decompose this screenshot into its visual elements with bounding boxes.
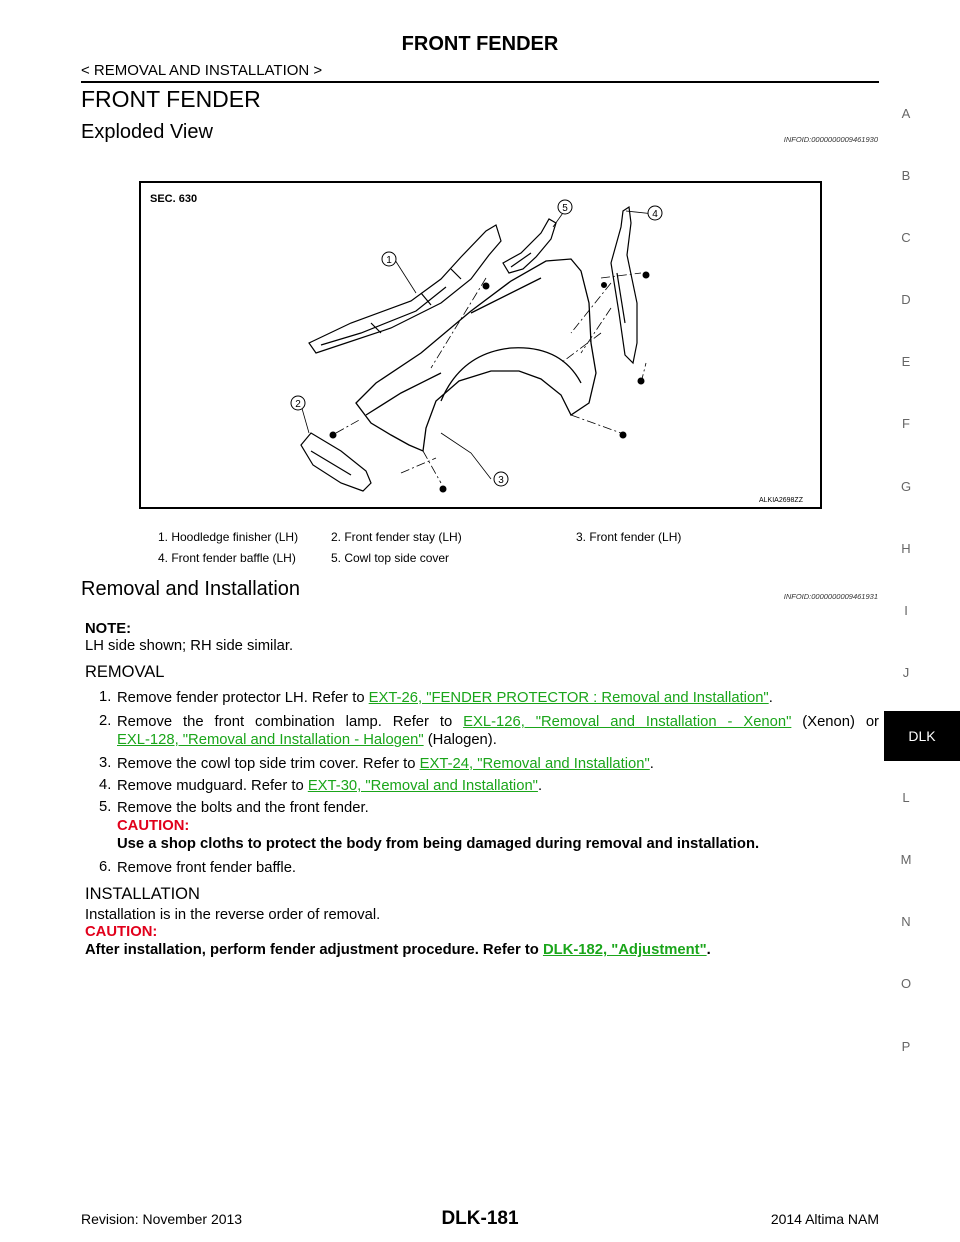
step-4-link[interactable]: EXT-30, "Removal and Installation" — [307, 778, 538, 794]
footer-page-number: DLK-181 — [441, 1208, 519, 1229]
step-2-number: 2. — [99, 713, 112, 729]
legend-item-1: 1. Hoodledge finisher (LH) — [158, 530, 299, 544]
installation-text: Installation is in the reverse order of removal. — [85, 907, 381, 923]
front-fender-stay-part — [301, 433, 371, 491]
side-index-c[interactable]: C — [901, 230, 911, 245]
step-6-number: 6. — [99, 859, 112, 875]
fender-exploded-diagram — [141, 183, 820, 507]
figure-code: ALKIA2698ZZ — [759, 497, 803, 504]
hoodledge-finisher-part — [309, 225, 501, 353]
adjustment-link[interactable]: DLK-182, "Adjustment" — [542, 942, 707, 958]
step-1-link[interactable]: EXT-26, "FENDER PROTECTOR : Removal and Installation" — [368, 690, 769, 706]
legend-item-2: 2. Front fender stay (LH) — [331, 530, 462, 544]
exploded-view-infoid: INFOID:0000000009461930 — [783, 135, 878, 144]
step-4-text — [117, 777, 542, 795]
step-4-pre: Remove mudguard. Refer to — [117, 778, 308, 794]
step-1-text — [117, 689, 773, 707]
step-1-number: 1. — [99, 689, 112, 705]
side-index-h[interactable]: H — [901, 541, 911, 556]
front-fender-baffle-part — [611, 207, 637, 363]
callout-2 — [291, 396, 305, 410]
side-index-m[interactable]: M — [900, 852, 912, 867]
removal-heading: REMOVAL — [85, 663, 165, 681]
leader-lines — [301, 210, 654, 479]
side-index-e[interactable]: E — [901, 354, 911, 369]
step-4-post: . — [537, 778, 543, 794]
removal-installation-infoid: INFOID:0000000009461931 — [783, 592, 878, 601]
side-index-l[interactable]: L — [902, 790, 910, 805]
side-index-f[interactable]: F — [902, 416, 910, 431]
step-2-text — [117, 713, 879, 731]
callout-4-label: 4 — [652, 209, 658, 220]
sec-label: SEC. 630 — [150, 193, 198, 205]
step-3-number: 3. — [99, 755, 112, 771]
legend-item-5: 5. Cowl top side cover — [331, 551, 450, 565]
step-3-link[interactable]: EXT-24, "Removal and Installation" — [419, 756, 650, 772]
installation-caution-post: . — [706, 942, 711, 958]
page-title: FRONT FENDER — [81, 86, 261, 112]
step-5-caution-label: CAUTION: — [117, 818, 190, 834]
side-index-j[interactable]: J — [902, 665, 910, 680]
step-2-link-halogen[interactable]: EXL-128, "Removal and Installation - Halogen" — [117, 732, 424, 748]
step-3-pre: Remove the cowl top side trim cover. Refer to — [117, 756, 420, 772]
installation-caution-label: CAUTION: — [85, 924, 158, 940]
step-1-pre: Remove fender protector LH. Refer to — [117, 690, 369, 706]
side-index-i[interactable]: I — [904, 603, 908, 618]
callout-2-label: 2 — [295, 399, 301, 410]
callout-3 — [494, 472, 508, 486]
side-index-o[interactable]: O — [900, 976, 912, 991]
step-4-number: 4. — [99, 777, 112, 793]
side-tab-label: DLK — [908, 728, 936, 744]
installation-caution-pre: After installation, perform fender adjustment procedure. Refer to — [85, 942, 543, 958]
step-5-number: 5. — [99, 799, 112, 815]
installation-heading: INSTALLATION — [85, 885, 200, 903]
step-3-post: . — [649, 756, 654, 772]
removal-installation-heading: Removal and Installation — [81, 578, 301, 600]
side-index-b[interactable]: B — [901, 168, 911, 183]
step-2-pre: Remove the front combination lamp. Refer to — [117, 714, 464, 730]
step-6-text: Remove front fender baffle. — [117, 860, 297, 876]
callout-4 — [648, 206, 662, 220]
footer-revision: Revision: November 2013 — [81, 1211, 243, 1227]
exploded-view-figure — [139, 181, 822, 509]
front-fender-part — [356, 259, 596, 451]
side-index-n[interactable]: N — [901, 914, 911, 929]
note-label: NOTE: — [85, 621, 132, 637]
step-2-link-xenon[interactable]: EXL-126, "Removal and Installation - Xenon" — [463, 714, 792, 730]
callout-5 — [558, 200, 572, 214]
footer-model: 2014 Altima NAM — [770, 1211, 879, 1227]
callout-5-label: 5 — [562, 203, 568, 214]
exploded-view-heading: Exploded View — [81, 121, 213, 143]
cowl-top-side-cover-part — [503, 219, 556, 273]
callout-3-label: 3 — [498, 475, 504, 486]
step-2-text-line2 — [117, 731, 497, 749]
callout-1-label: 1 — [386, 255, 392, 266]
legend-item-4: 4. Front fender baffle (LH) — [158, 551, 296, 565]
step-5-caution-text: Use a shop cloths to protect the body from being damaged during removal and installation. — [117, 836, 760, 852]
installation-caution-text — [85, 941, 711, 959]
header-rule — [81, 81, 879, 83]
callout-1 — [382, 252, 396, 266]
running-header-title: FRONT FENDER — [401, 33, 559, 55]
side-index-d[interactable]: D — [901, 292, 911, 307]
step-1-post: . — [768, 690, 773, 706]
step-5-text: Remove the bolts and the front fender. — [117, 800, 369, 816]
note-text: LH side shown; RH side similar. — [85, 638, 294, 654]
step-2-post: (Halogen). — [423, 732, 497, 748]
side-index-p[interactable]: P — [901, 1039, 911, 1054]
step-2-mid: (Xenon) or — [791, 714, 879, 730]
side-index-a[interactable]: A — [901, 106, 911, 121]
side-index-g[interactable]: G — [900, 479, 912, 494]
running-header-section: < REMOVAL AND INSTALLATION > — [81, 62, 323, 79]
legend-item-3: 3. Front fender (LH) — [576, 530, 682, 544]
step-3-text — [117, 755, 654, 773]
